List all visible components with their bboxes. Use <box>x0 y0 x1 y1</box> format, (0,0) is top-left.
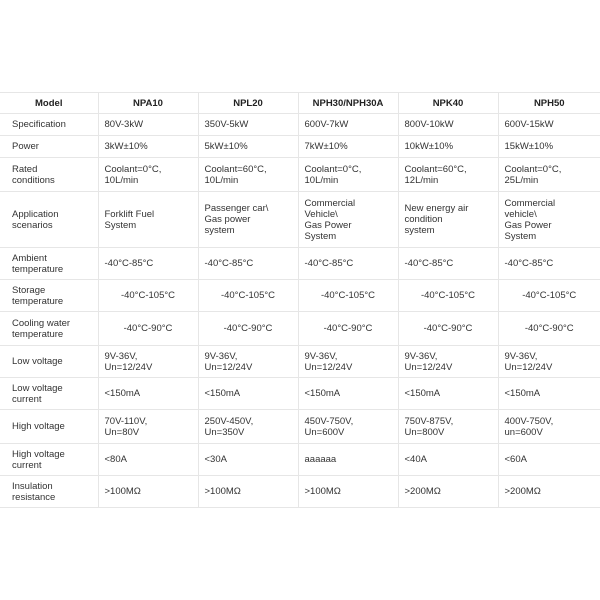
table-cell: >100MΩ <box>98 476 198 508</box>
table-cell: Coolant=0°C, 25L/min <box>498 158 600 192</box>
table-cell: <150mA <box>298 378 398 410</box>
table-cell: 350V-5kW <box>198 114 298 136</box>
table-cell: >100MΩ <box>298 476 398 508</box>
table-cell: >200MΩ <box>398 476 498 508</box>
table-cell: 600V-15kW <box>498 114 600 136</box>
table-cell: <60A <box>498 444 600 476</box>
row-label: Ambient temperature <box>0 248 98 280</box>
specification-table <box>0 92 600 508</box>
row-label: Power <box>0 136 98 158</box>
table-cell: >200MΩ <box>498 476 600 508</box>
table-cell: >100MΩ <box>198 476 298 508</box>
row-label: Insulation resistance <box>0 476 98 508</box>
table-cell: -40°C-85°C <box>198 248 298 280</box>
table-cell: -40°C-105°C <box>298 280 398 312</box>
table-cell: 3kW±10% <box>98 136 198 158</box>
model-header-cell: NPL20 <box>198 93 298 114</box>
table-cell: 10kW±10% <box>398 136 498 158</box>
table-cell: -40°C-90°C <box>298 312 398 346</box>
table-cell: <40A <box>398 444 498 476</box>
model-header-cell: NPH30/NPH30A <box>298 93 398 114</box>
table-cell: <150mA <box>98 378 198 410</box>
row-label: Specification <box>0 114 98 136</box>
table-cell: 250V-450V, Un=350V <box>198 410 298 444</box>
table-row <box>0 192 600 248</box>
row-label: Storage temperature <box>0 280 98 312</box>
table-cell: -40°C-105°C <box>398 280 498 312</box>
model-header-cell: NPA10 <box>98 93 198 114</box>
table-cell: Forklift Fuel System <box>98 192 198 248</box>
table-cell: <30A <box>198 444 298 476</box>
table-cell: 70V-110V, Un=80V <box>98 410 198 444</box>
table-cell: 9V-36V, Un=12/24V <box>398 346 498 378</box>
table-cell: -40°C-85°C <box>298 248 398 280</box>
table-row <box>0 136 600 158</box>
table-cell: -40°C-90°C <box>398 312 498 346</box>
table-cell: -40°C-85°C <box>398 248 498 280</box>
table-row <box>0 476 600 508</box>
table-cell: 800V-10kW <box>398 114 498 136</box>
table-cell: 80V-3kW <box>98 114 198 136</box>
row-label: Cooling water temperature <box>0 312 98 346</box>
table-row <box>0 280 600 312</box>
table-cell: Coolant=60°C, 10L/min <box>198 158 298 192</box>
model-header-cell: NPK40 <box>398 93 498 114</box>
table-cell: 9V-36V, Un=12/24V <box>298 346 398 378</box>
table-cell: Coolant=60°C, 12L/min <box>398 158 498 192</box>
table-cell: -40°C-85°C <box>498 248 600 280</box>
row-label: Rated conditions <box>0 158 98 192</box>
table-cell: 9V-36V, Un=12/24V <box>198 346 298 378</box>
table-cell: 400V-750V, un=600V <box>498 410 600 444</box>
table-cell: Coolant=0°C, 10L/min <box>98 158 198 192</box>
table-row <box>0 248 600 280</box>
row-label: Low voltage <box>0 346 98 378</box>
row-label: High voltage current <box>0 444 98 476</box>
table-row <box>0 114 600 136</box>
table-cell: <150mA <box>398 378 498 410</box>
table-row <box>0 410 600 444</box>
table-cell: -40°C-90°C <box>498 312 600 346</box>
table-cell: 600V-7kW <box>298 114 398 136</box>
row-label: Low voltage current <box>0 378 98 410</box>
table-cell: -40°C-105°C <box>98 280 198 312</box>
table-cell: 450V-750V, Un=600V <box>298 410 398 444</box>
table-cell: 750V-875V, Un=800V <box>398 410 498 444</box>
table-cell: Commercial Vehicle\ Gas Power System <box>298 192 398 248</box>
row-label: High voltage <box>0 410 98 444</box>
table-cell: -40°C-85°C <box>98 248 198 280</box>
table-cell: -40°C-90°C <box>198 312 298 346</box>
table-row <box>0 444 600 476</box>
table-cell: Coolant=0°C, 10L/min <box>298 158 398 192</box>
table-cell: Passenger car\ Gas power system <box>198 192 298 248</box>
model-header-cell: NPH50 <box>498 93 600 114</box>
table-cell: -40°C-90°C <box>98 312 198 346</box>
table-cell: 9V-36V, Un=12/24V <box>498 346 600 378</box>
row-label: Application scenarios <box>0 192 98 248</box>
table-cell: 15kW±10% <box>498 136 600 158</box>
table-row <box>0 378 600 410</box>
table-cell: <80A <box>98 444 198 476</box>
table-cell: 9V-36V, Un=12/24V <box>98 346 198 378</box>
table-row <box>0 158 600 192</box>
table-cell: <150mA <box>498 378 600 410</box>
table-cell: aaaaaa <box>298 444 398 476</box>
header-corner-cell: Model <box>0 93 98 114</box>
table-row <box>0 346 600 378</box>
table-cell: 7kW±10% <box>298 136 398 158</box>
table-cell: -40°C-105°C <box>198 280 298 312</box>
table-cell: -40°C-105°C <box>498 280 600 312</box>
table-cell: 5kW±10% <box>198 136 298 158</box>
table-cell: Commercial vehicle\ Gas Power System <box>498 192 600 248</box>
table-cell: New energy air condition system <box>398 192 498 248</box>
table-header-row <box>0 93 600 114</box>
table-cell: <150mA <box>198 378 298 410</box>
table-row <box>0 312 600 346</box>
